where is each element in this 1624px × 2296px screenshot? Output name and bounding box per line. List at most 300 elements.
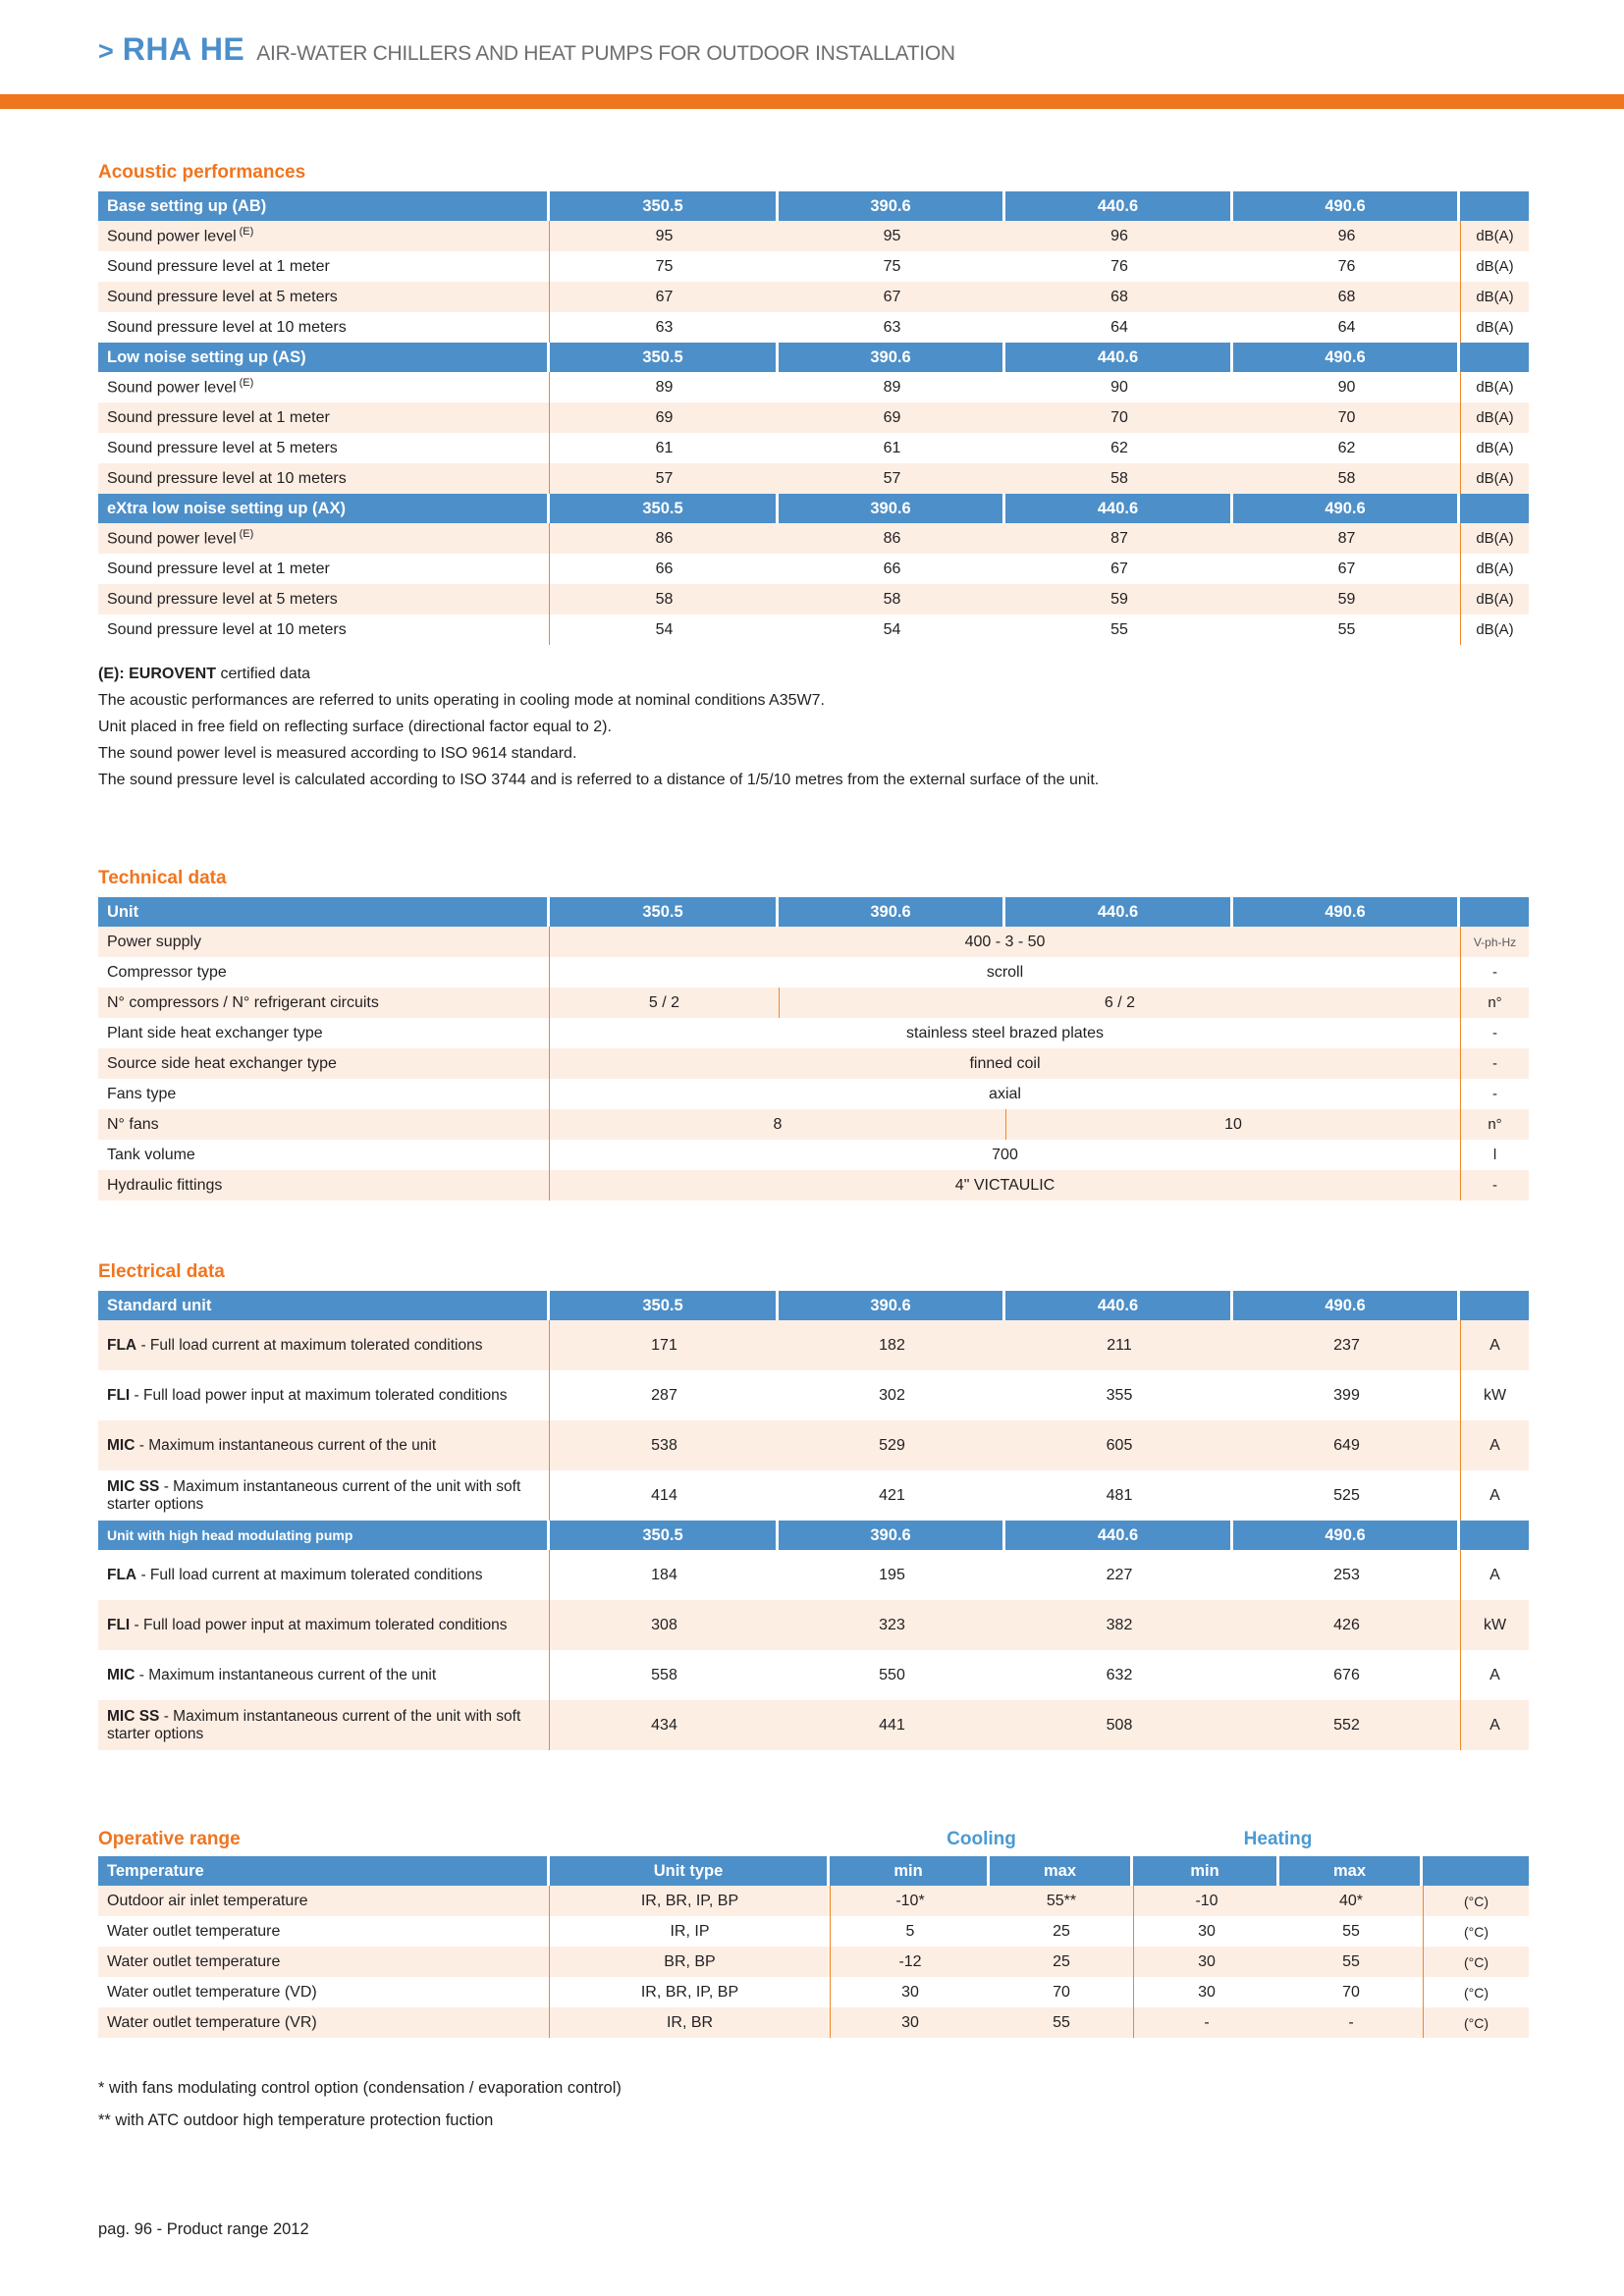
row-label-text-wrap bbox=[107, 1708, 549, 1742]
row-label bbox=[98, 1700, 550, 1750]
cell-value: 76 bbox=[1233, 251, 1460, 282]
table-row bbox=[98, 1079, 1529, 1109]
unit-cell: (°C) bbox=[1423, 1916, 1529, 1947]
cell-value: 525 bbox=[1233, 1470, 1460, 1521]
row-label: Hydraulic fittings bbox=[98, 1170, 550, 1201]
unit-cell: n° bbox=[1460, 1109, 1529, 1140]
row-label bbox=[98, 463, 550, 494]
cell-value: 63 bbox=[779, 312, 1005, 343]
table-row bbox=[98, 554, 1529, 584]
brand-arrow-icon: > bbox=[98, 36, 114, 66]
operative-title-cell bbox=[98, 1829, 830, 1850]
cell-value: 63 bbox=[550, 312, 779, 343]
header-divider-bar bbox=[0, 94, 1624, 109]
footnote-double-asterisk: ** with ATC outdoor high temperature protection fuction bbox=[98, 2111, 494, 2129]
cooling-max-header: max bbox=[990, 1856, 1133, 1886]
unit-cell: dB(A) bbox=[1460, 251, 1529, 282]
brand-name: RHA HE bbox=[122, 31, 245, 67]
row-label bbox=[98, 1370, 550, 1420]
cell-value: 434 bbox=[550, 1700, 779, 1750]
row-label-text: Sound pressure level at 5 meters bbox=[107, 590, 338, 608]
cell-value: 59 bbox=[1233, 584, 1460, 614]
row-label-text-wrap bbox=[107, 378, 253, 397]
cell-value: 237 bbox=[1233, 1320, 1460, 1370]
cell-value: 632 bbox=[1005, 1650, 1233, 1700]
row-label-text-wrap bbox=[107, 227, 253, 245]
model-column-header: 440.6 bbox=[1005, 191, 1233, 221]
cell-value: 66 bbox=[550, 554, 779, 584]
unit-column-header bbox=[1460, 1521, 1529, 1550]
cell-value: 287 bbox=[550, 1370, 779, 1420]
row-label bbox=[98, 523, 550, 554]
table-row bbox=[98, 1420, 1529, 1470]
cell-value: 67 bbox=[779, 282, 1005, 312]
row-label bbox=[98, 584, 550, 614]
cooling-min-value: 30 bbox=[830, 2007, 990, 2038]
acoustic-performances-table bbox=[98, 191, 1529, 645]
row-label-text: Sound pressure level at 1 meter bbox=[107, 560, 330, 577]
row-label: Compressor type bbox=[98, 957, 550, 988]
cooling-max-value: 55 bbox=[990, 2007, 1133, 2038]
page-header bbox=[0, 0, 1624, 109]
note-bold-text: (E): EUROVENT bbox=[98, 666, 216, 682]
row-label bbox=[98, 1420, 550, 1470]
row-label bbox=[98, 1470, 550, 1521]
cell-value: 10 bbox=[1005, 1109, 1460, 1140]
heating-max-value: 40* bbox=[1279, 1886, 1423, 1916]
table-row bbox=[98, 988, 1529, 1018]
row-label bbox=[98, 221, 550, 251]
row-label: Source side heat exchanger type bbox=[98, 1048, 550, 1079]
operative-range-table bbox=[98, 1856, 1529, 2038]
section-header-label: Low noise setting up (AS) bbox=[98, 343, 550, 372]
row-label-text-wrap bbox=[107, 319, 347, 337]
cell-value: 61 bbox=[779, 433, 1005, 463]
row-label-text: Sound pressure level at 10 meters bbox=[107, 469, 347, 487]
table-header-row bbox=[98, 343, 1529, 372]
unit-cell: A bbox=[1460, 1320, 1529, 1370]
table-row bbox=[98, 1109, 1529, 1140]
cooling-min-value: 30 bbox=[830, 1977, 990, 2007]
cell-value: 6 / 2 bbox=[779, 988, 1460, 1018]
superscript-note: (E) bbox=[239, 226, 254, 239]
cell-value: 90 bbox=[1005, 372, 1233, 402]
unit-cell: A bbox=[1460, 1650, 1529, 1700]
row-label: Tank volume bbox=[98, 1140, 550, 1170]
unit-cell: V-ph-Hz bbox=[1460, 927, 1529, 957]
cell-value: 58 bbox=[1233, 463, 1460, 494]
note-line bbox=[98, 767, 1529, 793]
table-header-row bbox=[98, 897, 1529, 927]
note-line bbox=[98, 714, 1529, 740]
row-label: Fans type bbox=[98, 1079, 550, 1109]
row-label-text-wrap bbox=[107, 1478, 549, 1513]
cell-value: 414 bbox=[550, 1470, 779, 1521]
row-label bbox=[98, 402, 550, 433]
heating-label: Heating bbox=[1243, 1829, 1313, 1849]
header-subtitle: AIR-WATER CHILLERS AND HEAT PUMPS FOR OUTDOOR INSTALLATION bbox=[256, 42, 955, 65]
row-label-text: Sound pressure level at 10 meters bbox=[107, 318, 347, 336]
row-label-desc: - Maximum instantaneous current of the unit with soft starter options bbox=[107, 1478, 521, 1513]
cell-value: 67 bbox=[1233, 554, 1460, 584]
cell-value: 55 bbox=[1005, 614, 1233, 645]
row-label: Water outlet temperature (VD) bbox=[98, 1977, 550, 2007]
unit-cell: dB(A) bbox=[1460, 282, 1529, 312]
unit-cell: (°C) bbox=[1423, 1886, 1529, 1916]
table-row bbox=[98, 1048, 1529, 1079]
cell-value: 8 bbox=[550, 1109, 1005, 1140]
cell-value: 253 bbox=[1233, 1550, 1460, 1600]
cell-value: finned coil bbox=[550, 1048, 1460, 1079]
model-column-header: 350.5 bbox=[550, 1521, 779, 1550]
row-label-text-wrap bbox=[107, 591, 338, 609]
section-title-technical: Technical data bbox=[98, 868, 227, 888]
model-column-header: 350.5 bbox=[550, 343, 779, 372]
model-column-header: 350.5 bbox=[550, 191, 779, 221]
model-column-header: 490.6 bbox=[1233, 494, 1460, 523]
unit-column-header bbox=[1460, 343, 1529, 372]
table-row bbox=[98, 433, 1529, 463]
row-label bbox=[98, 433, 550, 463]
row-label-text: Sound power level bbox=[107, 379, 237, 397]
cooling-min-header: min bbox=[830, 1856, 990, 1886]
model-column-header: 490.6 bbox=[1233, 343, 1460, 372]
unit-cell: (°C) bbox=[1423, 2007, 1529, 2038]
row-label bbox=[98, 1600, 550, 1650]
cell-value: 66 bbox=[779, 554, 1005, 584]
unit-type-cell: IR, BR bbox=[550, 2007, 830, 2038]
row-label-text-wrap bbox=[107, 440, 338, 457]
cell-value: 75 bbox=[550, 251, 779, 282]
row-label bbox=[98, 614, 550, 645]
cooling-min-value: -10* bbox=[830, 1886, 990, 1916]
row-label-abbr: MIC SS bbox=[107, 1708, 160, 1725]
row-label: Plant side heat exchanger type bbox=[98, 1018, 550, 1048]
row-label: N° compressors / N° refrigerant circuits bbox=[98, 988, 550, 1018]
unit-cell: dB(A) bbox=[1460, 584, 1529, 614]
unit-cell: (°C) bbox=[1423, 1947, 1529, 1977]
table-row bbox=[98, 1470, 1529, 1521]
heating-max-header: max bbox=[1279, 1856, 1423, 1886]
unit-column-header bbox=[1460, 191, 1529, 221]
row-label-text-wrap bbox=[107, 561, 330, 578]
row-label-abbr: FLI bbox=[107, 1616, 131, 1633]
table-row bbox=[98, 2007, 1529, 2038]
cell-value: 382 bbox=[1005, 1600, 1233, 1650]
row-label-abbr: FLI bbox=[107, 1386, 131, 1404]
cell-value: 308 bbox=[550, 1600, 779, 1650]
row-label bbox=[98, 1320, 550, 1370]
unit-cell: A bbox=[1460, 1550, 1529, 1600]
heating-min-value: 30 bbox=[1133, 1977, 1279, 2007]
cell-value: 441 bbox=[779, 1700, 1005, 1750]
unit-type-cell: IR, BR, IP, BP bbox=[550, 1886, 830, 1916]
cell-value: 86 bbox=[550, 523, 779, 554]
row-label-text-wrap bbox=[107, 529, 253, 548]
acoustic-notes bbox=[98, 661, 1529, 793]
cooling-max-value: 55** bbox=[990, 1886, 1133, 1916]
cell-value: 550 bbox=[779, 1650, 1005, 1700]
section-header-label: Standard unit bbox=[98, 1291, 550, 1320]
table-header-row bbox=[98, 191, 1529, 221]
superscript-note: (E) bbox=[239, 377, 254, 390]
row-label-desc: - Maximum instantaneous current of the unit with soft starter options bbox=[107, 1708, 521, 1742]
cell-value: 68 bbox=[1233, 282, 1460, 312]
table-row bbox=[98, 1370, 1529, 1420]
cooling-max-value: 70 bbox=[990, 1977, 1133, 2007]
row-label-text: Sound power level bbox=[107, 530, 237, 548]
section-header-label: Unit with high head modulating pump bbox=[98, 1521, 550, 1550]
table-row bbox=[98, 282, 1529, 312]
row-label-text: Sound pressure level at 5 meters bbox=[107, 288, 338, 305]
unit-cell: kW bbox=[1460, 1600, 1529, 1650]
heating-min-header: min bbox=[1133, 1856, 1279, 1886]
cell-value: 69 bbox=[779, 402, 1005, 433]
row-label-desc: - Full load current at maximum tolerated conditions bbox=[136, 1336, 483, 1354]
model-column-header: 390.6 bbox=[779, 1291, 1005, 1320]
cell-value: 54 bbox=[779, 614, 1005, 645]
heating-min-value: -10 bbox=[1133, 1886, 1279, 1916]
note-text: The sound power level is measured according to ISO 9614 standard. bbox=[98, 745, 577, 762]
cell-value: 95 bbox=[779, 221, 1005, 251]
row-label-text: Sound pressure level at 1 meter bbox=[107, 257, 330, 275]
unit-cell: - bbox=[1460, 957, 1529, 988]
table-row bbox=[98, 1947, 1529, 1977]
heating-max-value: 55 bbox=[1279, 1947, 1423, 1977]
unit-cell: (°C) bbox=[1423, 1977, 1529, 2007]
note-text: certified data bbox=[216, 666, 311, 682]
cell-value: 649 bbox=[1233, 1420, 1460, 1470]
technical-data-table bbox=[98, 897, 1529, 1201]
unit-cell: - bbox=[1460, 1170, 1529, 1201]
note-line bbox=[98, 661, 1529, 687]
cell-value: 195 bbox=[779, 1550, 1005, 1600]
row-label-text-wrap bbox=[107, 1437, 436, 1455]
cell-value: 87 bbox=[1233, 523, 1460, 554]
cell-value: 227 bbox=[1005, 1550, 1233, 1600]
table-row bbox=[98, 1700, 1529, 1750]
table-row bbox=[98, 1140, 1529, 1170]
footnotes bbox=[98, 2079, 1529, 2130]
row-label-desc: - Maximum instantaneous current of the unit bbox=[135, 1436, 437, 1454]
section-header-label: eXtra low noise setting up (AX) bbox=[98, 494, 550, 523]
unit-cell: dB(A) bbox=[1460, 433, 1529, 463]
model-column-header: 390.6 bbox=[779, 1521, 1005, 1550]
model-column-header: 440.6 bbox=[1005, 1291, 1233, 1320]
electrical-data-table bbox=[98, 1291, 1529, 1750]
cell-value: 552 bbox=[1233, 1700, 1460, 1750]
model-column-header: 390.6 bbox=[779, 343, 1005, 372]
row-label bbox=[98, 1550, 550, 1600]
section-title-electrical: Electrical data bbox=[98, 1261, 225, 1282]
row-label-text: Sound pressure level at 1 meter bbox=[107, 408, 330, 426]
cell-value: 69 bbox=[550, 402, 779, 433]
heating-min-value: 30 bbox=[1133, 1916, 1279, 1947]
row-label: Power supply bbox=[98, 927, 550, 957]
row-label-desc: - Full load power input at maximum tolerated conditions bbox=[130, 1386, 508, 1404]
cell-value: axial bbox=[550, 1079, 1460, 1109]
row-label-text: Sound pressure level at 5 meters bbox=[107, 439, 338, 456]
table-row bbox=[98, 927, 1529, 957]
cooling-max-value: 25 bbox=[990, 1916, 1133, 1947]
table-row bbox=[98, 372, 1529, 402]
page-content bbox=[98, 162, 1529, 2130]
cell-value: 68 bbox=[1005, 282, 1233, 312]
unit-cell: l bbox=[1460, 1140, 1529, 1170]
model-column-header: 350.5 bbox=[550, 1291, 779, 1320]
cell-value: 95 bbox=[550, 221, 779, 251]
row-label-text-wrap bbox=[107, 1387, 508, 1405]
cell-value: 400 - 3 - 50 bbox=[550, 927, 1460, 957]
table-row bbox=[98, 402, 1529, 433]
table-row bbox=[98, 1018, 1529, 1048]
unit-type-cell: BR, BP bbox=[550, 1947, 830, 1977]
table-row bbox=[98, 614, 1529, 645]
cell-value: 64 bbox=[1005, 312, 1233, 343]
row-label-abbr: FLA bbox=[107, 1566, 137, 1583]
cell-value: 86 bbox=[779, 523, 1005, 554]
page-footer: pag. 96 - Product range 2012 bbox=[98, 2220, 309, 2238]
cell-value: 171 bbox=[550, 1320, 779, 1370]
row-label-text-wrap bbox=[107, 409, 330, 427]
heating-max-value: 70 bbox=[1279, 1977, 1423, 2007]
table-row bbox=[98, 584, 1529, 614]
heating-min-value: 30 bbox=[1133, 1947, 1279, 1977]
row-label-text-wrap bbox=[107, 289, 338, 306]
cell-value: 302 bbox=[779, 1370, 1005, 1420]
cell-value: 508 bbox=[1005, 1700, 1233, 1750]
row-label-text-wrap bbox=[107, 621, 347, 639]
note-line bbox=[98, 740, 1529, 767]
cell-value: 184 bbox=[550, 1550, 779, 1600]
cell-value: 54 bbox=[550, 614, 779, 645]
cell-value: 426 bbox=[1233, 1600, 1460, 1650]
table-row bbox=[98, 957, 1529, 988]
unit-cell: dB(A) bbox=[1460, 614, 1529, 645]
unit-cell: dB(A) bbox=[1460, 554, 1529, 584]
section-title-operative: Operative range bbox=[98, 1829, 241, 1849]
model-column-header: 490.6 bbox=[1233, 897, 1460, 927]
section-title-acoustic: Acoustic performances bbox=[98, 162, 306, 183]
heating-min-value: - bbox=[1133, 2007, 1279, 2038]
unit-cell: n° bbox=[1460, 988, 1529, 1018]
table-row bbox=[98, 1977, 1529, 2007]
unit-column-header bbox=[1460, 897, 1529, 927]
row-label-abbr: FLA bbox=[107, 1336, 137, 1354]
table-row bbox=[98, 1600, 1529, 1650]
model-column-header: 440.6 bbox=[1005, 1521, 1233, 1550]
table-header-label: Unit bbox=[98, 897, 550, 927]
table-row bbox=[98, 1550, 1529, 1600]
note-text: Unit placed in free field on reflecting surface (directional factor equal to 2). bbox=[98, 719, 612, 735]
table-row bbox=[98, 523, 1529, 554]
cell-value: 59 bbox=[1005, 584, 1233, 614]
heating-max-value: - bbox=[1279, 2007, 1423, 2038]
cell-value: 61 bbox=[550, 433, 779, 463]
cell-value: 182 bbox=[779, 1320, 1005, 1370]
row-label-text: Sound power level bbox=[107, 228, 237, 245]
cell-value: 481 bbox=[1005, 1470, 1233, 1521]
row-label-text-wrap bbox=[107, 258, 330, 276]
cell-value: 676 bbox=[1233, 1650, 1460, 1700]
table-row bbox=[98, 1916, 1529, 1947]
row-label bbox=[98, 372, 550, 402]
cell-value: 96 bbox=[1233, 221, 1460, 251]
model-column-header: 440.6 bbox=[1005, 897, 1233, 927]
cell-value: 4" VICTAULIC bbox=[550, 1170, 1460, 1201]
row-label-desc: - Maximum instantaneous current of the unit bbox=[135, 1666, 437, 1683]
table-header-row bbox=[98, 494, 1529, 523]
table-header-row bbox=[98, 1291, 1529, 1320]
note-text: The acoustic performances are referred to units operating in cooling mode at nominal conditions A35W7. bbox=[98, 692, 825, 709]
model-column-header: 490.6 bbox=[1233, 1521, 1460, 1550]
row-label: Water outlet temperature bbox=[98, 1916, 550, 1947]
cell-value: 67 bbox=[1005, 554, 1233, 584]
table-row bbox=[98, 1650, 1529, 1700]
unit-cell: dB(A) bbox=[1460, 372, 1529, 402]
row-label: Water outlet temperature bbox=[98, 1947, 550, 1977]
unit-column-header bbox=[1423, 1856, 1529, 1886]
cell-value: 70 bbox=[1005, 402, 1233, 433]
row-label bbox=[98, 251, 550, 282]
unit-type-cell: IR, BR, IP, BP bbox=[550, 1977, 830, 2007]
cell-value: 58 bbox=[1005, 463, 1233, 494]
note-line bbox=[98, 687, 1529, 714]
model-column-header: 390.6 bbox=[779, 494, 1005, 523]
model-column-header: 440.6 bbox=[1005, 343, 1233, 372]
cell-value: 57 bbox=[550, 463, 779, 494]
cell-value: 62 bbox=[1233, 433, 1460, 463]
cell-value: 5 / 2 bbox=[550, 988, 779, 1018]
cell-value: 62 bbox=[1005, 433, 1233, 463]
row-label bbox=[98, 282, 550, 312]
cell-value: 421 bbox=[779, 1470, 1005, 1521]
unit-cell: A bbox=[1460, 1420, 1529, 1470]
cooling-min-value: 5 bbox=[830, 1916, 990, 1947]
unit-cell: - bbox=[1460, 1079, 1529, 1109]
row-label-abbr: MIC SS bbox=[107, 1478, 160, 1495]
model-column-header: 350.5 bbox=[550, 897, 779, 927]
model-column-header: 390.6 bbox=[779, 897, 1005, 927]
cell-value: 96 bbox=[1005, 221, 1233, 251]
unit-cell: dB(A) bbox=[1460, 312, 1529, 343]
brand-line bbox=[98, 31, 955, 68]
row-label-abbr: MIC bbox=[107, 1436, 135, 1454]
cooling-max-value: 25 bbox=[990, 1947, 1133, 1977]
row-label-desc: - Full load current at maximum tolerated conditions bbox=[136, 1566, 483, 1583]
table-row bbox=[98, 221, 1529, 251]
unit-cell: dB(A) bbox=[1460, 221, 1529, 251]
table-row bbox=[98, 1170, 1529, 1201]
table-header-row bbox=[98, 1856, 1529, 1886]
row-label-text-wrap bbox=[107, 470, 347, 488]
table-header-unit-type: Unit type bbox=[550, 1856, 830, 1886]
table-row bbox=[98, 251, 1529, 282]
model-column-header: 490.6 bbox=[1233, 1291, 1460, 1320]
model-column-header: 490.6 bbox=[1233, 191, 1460, 221]
table-header-temperature: Temperature bbox=[98, 1856, 550, 1886]
row-label: Water outlet temperature (VR) bbox=[98, 2007, 550, 2038]
note-text: The sound pressure level is calculated according to ISO 3744 and is referred to a distance of 1/5/10 metres from the external surface of the unit. bbox=[98, 772, 1100, 788]
unit-cell: A bbox=[1460, 1470, 1529, 1521]
operative-title-row bbox=[98, 1829, 1529, 1850]
row-label bbox=[98, 554, 550, 584]
cell-value: 90 bbox=[1233, 372, 1460, 402]
row-label-abbr: MIC bbox=[107, 1666, 135, 1683]
cell-value: 64 bbox=[1233, 312, 1460, 343]
unit-column-header bbox=[1460, 1291, 1529, 1320]
cooling-label: Cooling bbox=[947, 1829, 1016, 1849]
